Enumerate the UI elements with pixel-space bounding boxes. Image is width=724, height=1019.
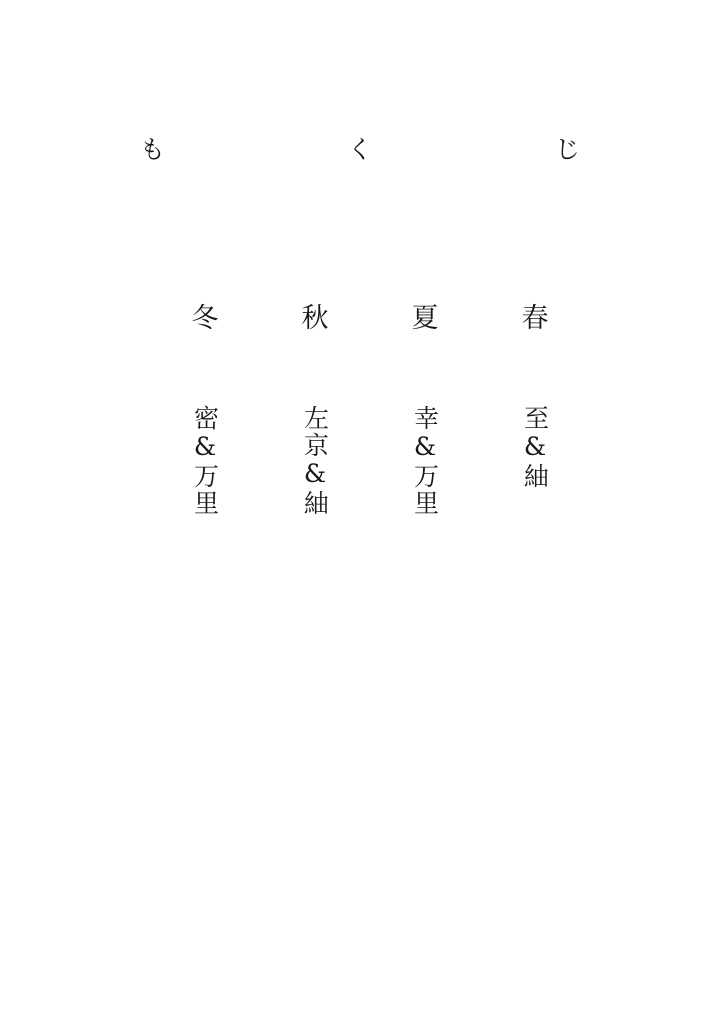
season-label-winter: 冬 [191, 303, 219, 334]
entry-title-autumn: 左京&紬 [300, 405, 330, 518]
table-of-contents [150, 305, 590, 605]
season-label-summer: 夏 [411, 303, 439, 334]
toc-entry-spring[interactable] [480, 305, 590, 575]
season-label-spring: 春 [521, 303, 549, 334]
season-label-autumn: 秋 [301, 303, 329, 334]
title-char-1: も [140, 134, 166, 164]
toc-entry-summer[interactable] [370, 305, 480, 595]
title-char-2: く [347, 134, 373, 164]
toc-entry-autumn[interactable] [260, 305, 370, 595]
title-char-3: じ [554, 134, 580, 164]
page-title [140, 125, 580, 173]
entry-title-summer: 幸&万里 [410, 405, 440, 518]
entry-title-winter: 密&万里 [190, 405, 220, 518]
toc-entry-winter[interactable] [150, 305, 260, 595]
entry-title-spring: 至&紬 [520, 405, 550, 491]
